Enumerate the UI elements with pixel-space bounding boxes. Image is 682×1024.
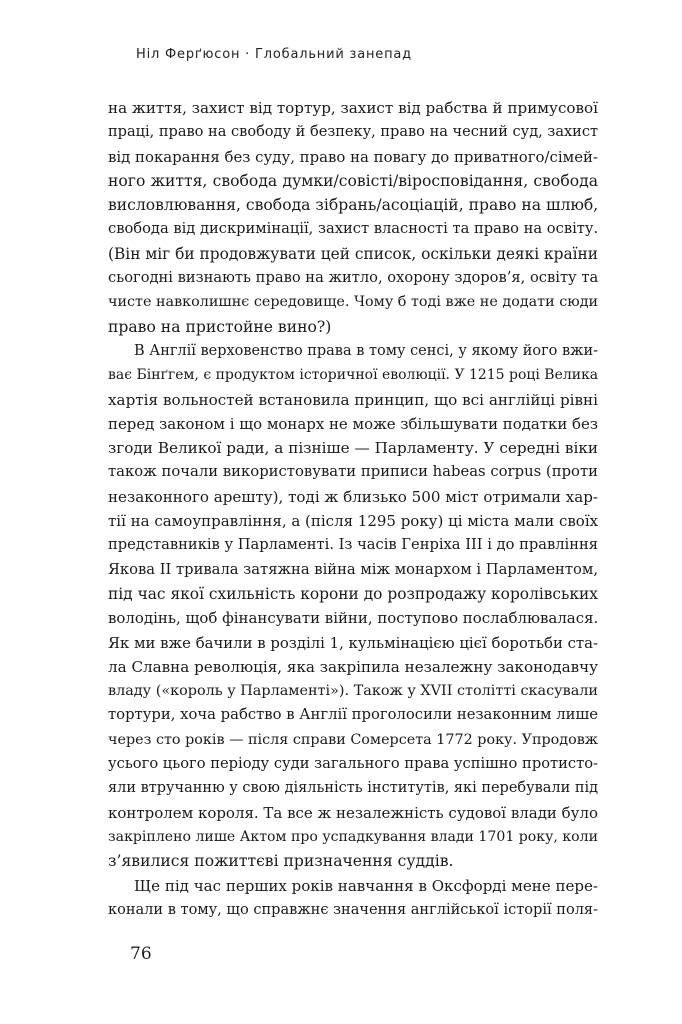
text-line: ває Бінґгем, є продуктом історичної еволюції. У 1215 році Велика	[108, 367, 598, 384]
text-line: ла Славна революція, яка закріпила незалежну законодавчу	[108, 657, 598, 676]
text-line: згоди Великої ради, а пізніше — Парламенту. У середні віки	[108, 439, 598, 458]
running-head: Ніл Ферґюсон · Глобальний занепад	[136, 47, 412, 62]
text-line: Як ми вже бачили в розділі 1, кульмінацією цієї боротьби ста-	[108, 633, 598, 652]
text-line: тортури, хоча рабство в Англії проголосили незаконним лише	[108, 706, 598, 724]
text-line: ного життя, свобода думки/совісті/віросповідання, свобода	[108, 171, 598, 190]
page-number: 76	[130, 944, 152, 964]
text-line: незаконного арешту), тоді ж близько 500 міст отримали хар-	[108, 487, 598, 506]
text-line: закріплено лише Актом про успадкування влади 1701 року, коли	[108, 828, 598, 845]
text-line: тії на самоуправління, а (після 1295 року) ці міста мали своїх	[108, 512, 598, 531]
text-line: праці, право на свободу й безпеку, право на чесний суд, захист	[108, 124, 598, 141]
text-line: право на пристойне вино?)	[108, 317, 332, 336]
text-line: владу («король у Парламенті»). Також у XVII столітті скасували	[108, 683, 598, 700]
text-line: володінь, щоб фінансувати війни, поступово послаблювалася.	[108, 609, 598, 628]
text-line: хартія вольностей встановила принцип, що всі англійці рівні	[108, 390, 598, 409]
text-line: свобода від дискримінації, захист власності та право на освіту.	[108, 220, 598, 238]
text-line: контролем короля. Та все ж незалежність судової влади було	[108, 803, 598, 822]
body-text	[108, 96, 598, 922]
text-line: перед законом і що монарх не може збільшувати податки без	[108, 414, 598, 433]
text-line: (Він міг би продовжувати цей список, оскільки деякі країни	[108, 244, 598, 263]
paragraph-1	[108, 96, 598, 339]
paragraph-2	[108, 339, 598, 874]
text-line: з’явилися пожиттєві призначення суддів.	[108, 852, 454, 871]
text-line: також почали використовувати приписи habeas corpus (проти	[108, 463, 598, 481]
text-line: під час якої схильність корони до розпродажу королівських	[108, 584, 598, 603]
text-line: яли втручанню у свою діяльність інститутів, які перебували під	[108, 780, 598, 797]
text-line: чисте навколишнє середовище. Чому б тоді вже не додати сюди	[108, 294, 598, 311]
paragraph-3	[108, 874, 598, 923]
text-line: представників у Парламенті. Із часів Генріха III і до правління	[108, 536, 598, 554]
text-line: через сто років — після справи Сомерсета 1772 року. Упродовж	[108, 731, 598, 748]
text-line: Ще під час перших років навчання в Оксфорді мене пере-	[134, 876, 598, 895]
text-line: усього цього періоду суди загального права успішно протисто-	[108, 755, 598, 773]
text-line: сьогодні визнають право на житло, охорону здоров’я, освіту та	[108, 269, 598, 287]
text-line: на життя, захист від тортур, захист від рабства й примусової	[108, 99, 598, 117]
text-line: висловлювання, свобода зібрань/асоціацій, право на шлюб,	[108, 196, 598, 215]
text-line: В Англії верховенство права в тому сенсі, у якому його вжи-	[134, 342, 598, 359]
text-line: Якова II тривала затяжна війна між монархом і Парламентом,	[108, 560, 598, 578]
text-line: конали в тому, що справжнє значення англійської історії поля-	[108, 901, 598, 918]
text-line: від покарання без суду, право на повагу до приватного/сімей-	[108, 147, 598, 166]
